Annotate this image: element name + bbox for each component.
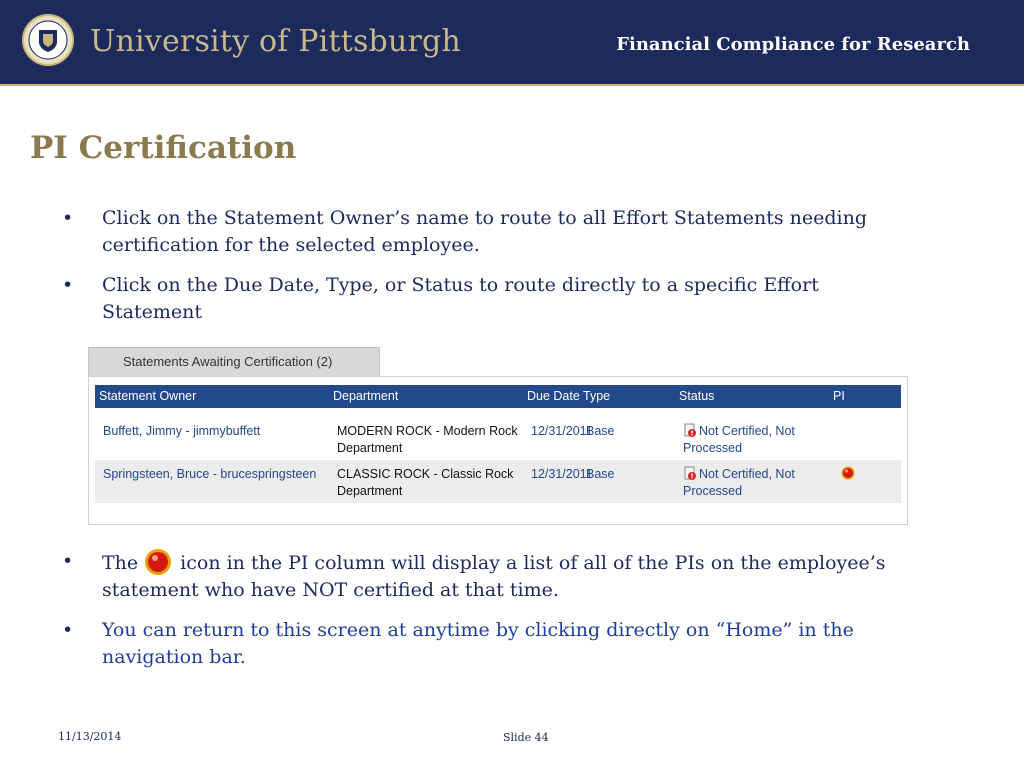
- department-cell: MODERN ROCK - Modern Rock Department: [337, 424, 518, 455]
- type-link[interactable]: Base: [586, 467, 615, 481]
- red-ball-icon: [841, 466, 855, 480]
- red-ball-icon: [144, 548, 172, 576]
- bullet-item: • Click on the Due Date, Type, or Status to route directly to a specific Effort Statement: [62, 274, 819, 323]
- status-link[interactable]: Not Certified, Not Processed: [683, 424, 795, 455]
- due-date-link[interactable]: 12/31/2011: [531, 424, 593, 438]
- university-wordmark: University of Pittsburgh: [90, 24, 461, 59]
- bullet-dot: •: [62, 550, 74, 572]
- column-header-pi[interactable]: PI: [833, 389, 845, 403]
- bullet-item: • You can return to this screen at anytime by clicking directly on “Home” in the navigation bar.: [62, 619, 854, 668]
- footer-slide-number: Slide 44: [503, 731, 549, 744]
- table-header: [95, 385, 901, 408]
- column-header-department[interactable]: Department: [333, 389, 399, 403]
- bullet-item: • The icon in the PI column will display a list of all of the PIs on the employee’s statement who have NOT certified at that time.: [62, 550, 886, 601]
- bullet-item: • Click on the Statement Owner’s name to route to all Effort Statements needing certification for the selected employee.: [62, 207, 868, 256]
- column-header-owner[interactable]: Statement Owner: [99, 389, 197, 403]
- document-warning-icon: [683, 423, 697, 437]
- header-bar: [0, 0, 1024, 86]
- bullet-dot: •: [62, 619, 74, 641]
- bullet-list-bottom: [62, 548, 902, 684]
- table-row: [95, 460, 901, 503]
- slide-title: PI Certification: [30, 130, 297, 166]
- status-link[interactable]: Not Certified, Not Processed: [683, 467, 795, 498]
- due-date-link[interactable]: 12/31/2011: [531, 467, 593, 481]
- statements-table-panel: [88, 376, 908, 525]
- column-header-due-date[interactable]: Due Date: [527, 389, 580, 403]
- bullet-dot: •: [62, 274, 74, 296]
- statement-owner-link[interactable]: Springsteen, Bruce - brucespringsteen: [103, 467, 317, 481]
- status-cell[interactable]: [683, 423, 813, 457]
- status-cell[interactable]: [683, 466, 813, 500]
- table-row: [95, 417, 901, 460]
- statement-owner-link[interactable]: Buffett, Jimmy - jimmybuffett: [103, 424, 261, 438]
- column-header-type[interactable]: Type: [583, 389, 611, 403]
- bullet-dot: •: [62, 207, 74, 229]
- footer-date: 11/13/2014: [58, 730, 122, 743]
- bullet-list-top: [62, 205, 902, 339]
- department-cell: CLASSIC ROCK - Classic Rock Department: [337, 467, 514, 498]
- header-section-title: Financial Compliance for Research: [616, 34, 970, 55]
- column-header-status[interactable]: Status: [679, 389, 715, 403]
- document-warning-icon: [683, 466, 697, 480]
- type-link[interactable]: Base: [586, 424, 615, 438]
- tab-statements-awaiting[interactable]: Statements Awaiting Certification (2): [88, 347, 380, 376]
- university-seal-icon: [22, 14, 74, 66]
- pi-red-ball-icon[interactable]: [841, 466, 855, 485]
